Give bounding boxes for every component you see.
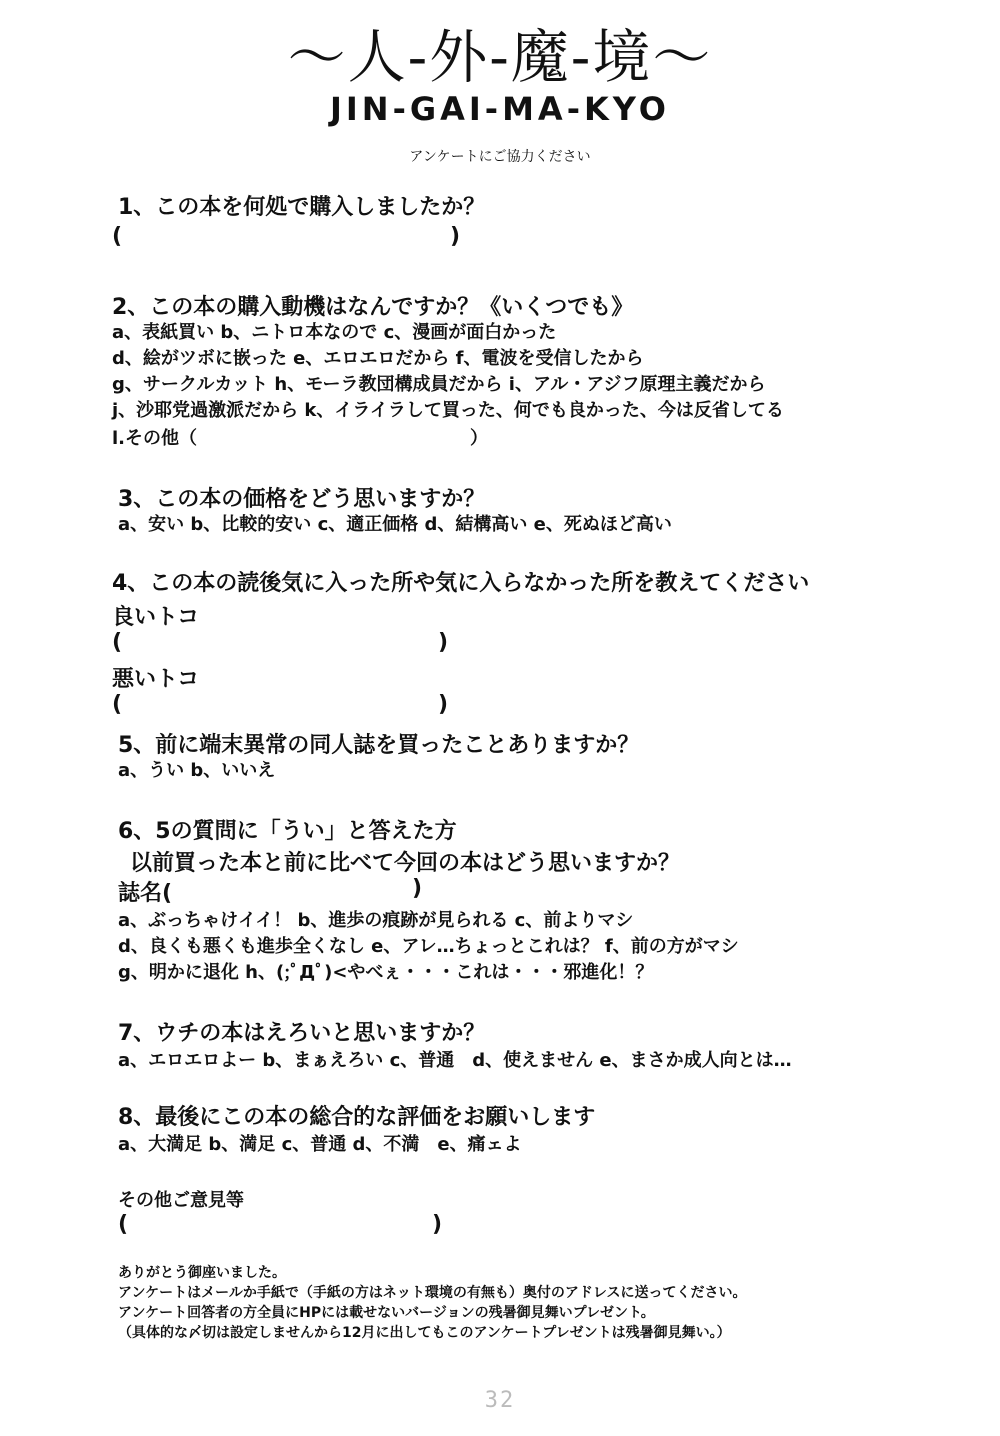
- question-2-options-line: g、サークルカット h、モーラ教団構成員だから i、アル・アジフ原理主義だから: [112, 374, 766, 395]
- question-3: 3、この本の価格をどう思いますか？: [118, 487, 486, 512]
- footer-note-line: アンケート回答者の方全員にHPには載せないバージョンの残暑御見舞いプレゼント。: [118, 1305, 655, 1321]
- question-6-options-line: d、良くも悪くも進歩全くなし e、アレ…ちょっとこれは？ f、前の方がマシ: [118, 936, 739, 957]
- question-6-sub: 以前買った本と前に比べて今回の本はどう思いますか？: [130, 851, 681, 876]
- question-5: 5、前に端末異常の同人誌を買ったことありますか？: [118, 733, 640, 758]
- question-4-good-label: 良いトコ: [112, 605, 200, 630]
- question-6-options-line: g、明かに退化 h、(;ﾟДﾟ)<やべぇ・・・これは・・・邪進化！？: [118, 962, 654, 983]
- other-comments-close-paren: ): [432, 1212, 443, 1237]
- question-6: 6、5の質問に「うい」と答えた方: [118, 819, 457, 844]
- answer-4-good-open-paren: (: [112, 630, 123, 655]
- question-2-options-line: a、表紙買い b、ニトロ本なので c、漫画が面白かった: [112, 322, 557, 343]
- footer-note-line: （具体的な〆切は設定しませんから12月に出してもこのアンケートプレゼントは残暑御見舞い。）: [118, 1325, 731, 1341]
- other-comments-open-paren: (: [118, 1212, 129, 1237]
- question-6-name-label: 誌名(: [118, 881, 173, 906]
- survey-request: アンケートにご協力ください: [409, 149, 591, 165]
- question-8-options-line: a、大満足 b、満足 c、普通 d、不満 e、痛ェよ: [118, 1134, 522, 1155]
- question-6-options-line: a、ぶっちゃけイイ！ b、進歩の痕跡が見られる c、前よりマシ: [118, 910, 634, 931]
- answer-4-bad-open-paren: (: [112, 692, 123, 717]
- page-subtitle: JIN-GAI-MA-KYO: [329, 90, 670, 128]
- question-4: 4、この本の読後気に入った所や気に入らなかった所を教えてください: [112, 571, 810, 596]
- question-7-options-line: a、エロエロよー b、まぁえろい c、普通 d、使えません e、まさか成人向とは…: [118, 1050, 792, 1071]
- question-2-options-line: d、絵がツボに嵌った e、エロエロだから f、電波を受信したから: [112, 348, 644, 369]
- page-title: 〜人-外-魔-境〜: [287, 23, 713, 91]
- question-8: 8、最後にこの本の総合的な評価をお願いします: [118, 1105, 596, 1130]
- question-4-bad-label: 悪いトコ: [112, 667, 200, 692]
- question-2-other-label: l.その他（: [112, 428, 198, 449]
- answer-4-bad-close-paren: ): [438, 692, 449, 717]
- question-3-options-line: a、安い b、比較的安い c、適正価格 d、結構高い e、死ぬほど高い: [118, 514, 672, 535]
- answer-1-close-paren: ): [450, 224, 461, 249]
- question-7: 7、ウチの本はえろいと思いますか？: [118, 1021, 486, 1046]
- footer-note-line: アンケートはメールか手紙で（手紙の方はネット環境の有無も）奥付のアドレスに送ってください。: [118, 1285, 747, 1301]
- question-2-options-line: j、沙耶党過激派だから k、イライラして買った、何でも良かった、今は反省してる: [112, 400, 784, 421]
- question-2: 2、この本の購入動機はなんですか？《いくつでも》: [112, 295, 634, 320]
- question-6-name-close: ): [412, 876, 423, 901]
- question-2-other-close: ）: [470, 428, 488, 449]
- footer-note-line: ありがとう御座いました。: [118, 1265, 286, 1281]
- answer-4-good-close-paren: ): [438, 630, 449, 655]
- question-1: 1、この本を何処で購入しましたか？: [118, 195, 486, 220]
- question-5-options-line: a、うい b、いいえ: [118, 760, 276, 781]
- page-number: 32: [484, 1388, 516, 1413]
- answer-1-open-paren: (: [112, 224, 123, 249]
- other-comments-label: その他ご意見等: [118, 1190, 244, 1211]
